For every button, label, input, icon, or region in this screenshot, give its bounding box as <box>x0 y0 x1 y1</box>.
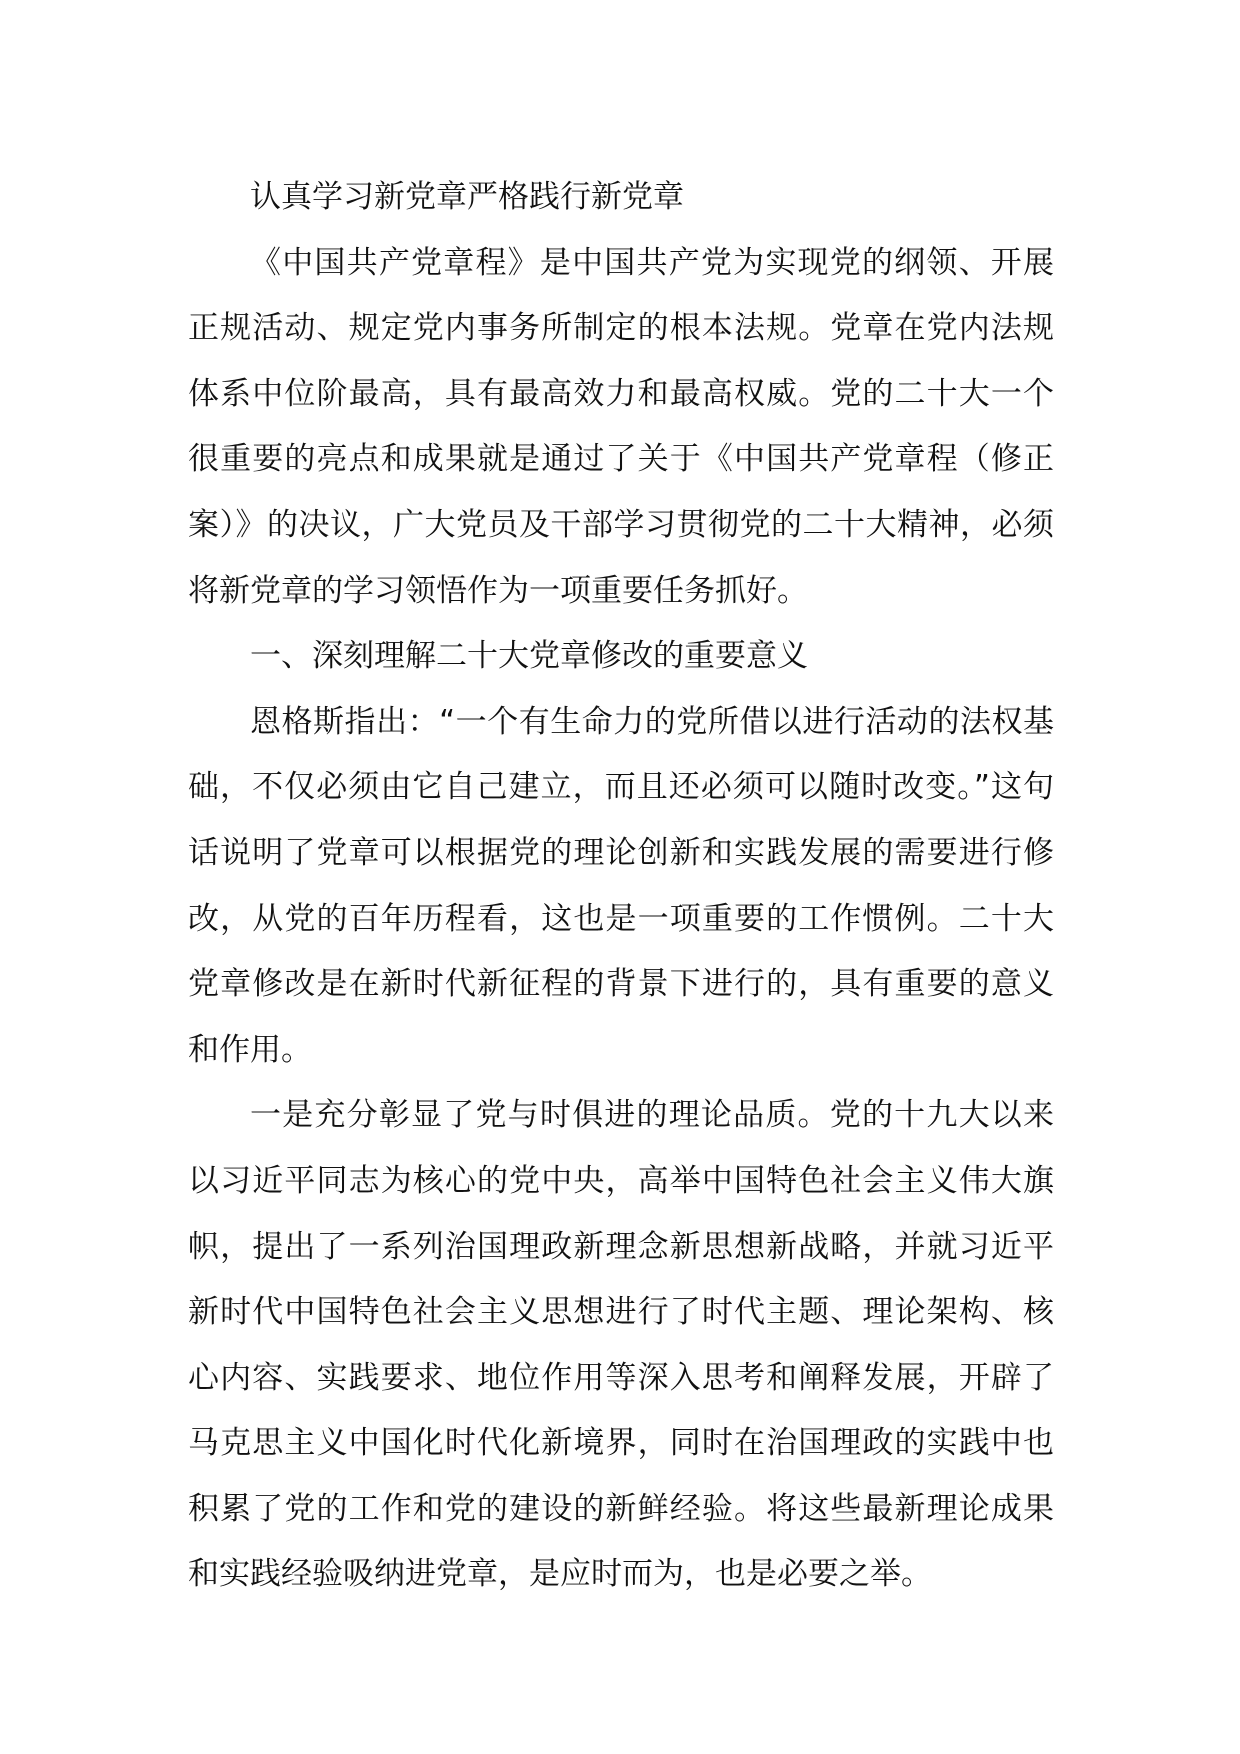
document-body <box>188 165 1054 1608</box>
paragraph-intro: 《中国共产党章程》是中国共产党为实现党的纲领、开展正规活动、规定党内事务所制定的根本法规。党章在党内法规体系中位阶最高，具有最高效力和最高权威。党的二十大一个很重要的亮点和成果就是通过了关于《中国共产党章程（修正案）》的决议，广大党员及干部学习贯彻党的二十大精神，必须将新党章的学习领悟作为一项重要任务抓好。 <box>188 244 1054 609</box>
section-heading: 一、深刻理解二十大党章修改的重要意义 <box>250 638 808 675</box>
paragraph-point-one: 一是充分彰显了党与时俱进的理论品质。党的十九大以来以习近平同志为核心的党中央，高举中国特色社会主义伟大旗帜，提出了一系列治国理政新理念新思想新战略，并就习近平新时代中国特色社会主义思想进行了时代主题、理论架构、核心内容、实践要求、地位作用等深入思考和阐释发展，开辟了马克思主义中国化时代化新境界，同时在治国理政的实践中也积累了党的工作和党的建设的新鲜经验。将这些最新理论成果和实践经验吸纳进党章，是应时而为，也是必要之举。 <box>188 1097 1054 1593</box>
paragraph-engels-quote: 恩格斯指出：“一个有生命力的党所借以进行活动的法权基础，不仅必须由它自己建立，而且还必须可以随时改变。”这句话说明了党章可以根据党的理论创新和实践发展的需要进行修改，从党的百年历程看，这也是一项重要的工作惯例。二十大党章修改是在新时代新征程的背景下进行的，具有重要的意义和作用。 <box>188 703 1054 1068</box>
document-title: 认真学习新党章严格践行新党章 <box>250 179 684 215</box>
